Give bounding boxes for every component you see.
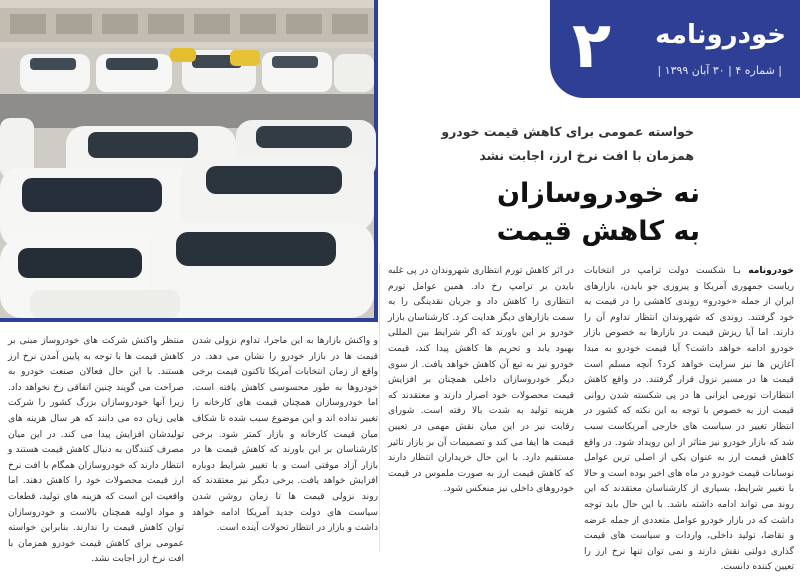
brand-title: خودرونامه bbox=[655, 20, 786, 50]
parked-cars-photo bbox=[0, 0, 378, 322]
headline-line-2: به کاهش قیمت bbox=[496, 216, 700, 247]
article-column-4: منتظر واکنش شرکت های خودروساز مبنی بر کاهش قیمت ها با توجه به پایین آمدن نرخ ارز هستند. با این حال فعالان صنعت خودرو به صراحت می گویند چنین اتفاقی رخ نخواهد داد. زیرا آنها خودروسازان بزرگ کشور را شرکت هایی زیان ده می دانند که هر سال هزینه های تولیدشان افزایش پیدا می کند. در این میان مصرف کنندگان به دنبال کاهش قیمت هستند و انتظار دارند که خودروسازان همگام با افت نرخ ارز قیمت محصولات خود را کاهش دهند. اما واقعیت این است که هزینه های تولید، قطعات و مواد اولیه همچنان بالاست و خودروسازان توان کاهش قیمت را ندارند. بنابراین خواسته عمومی برای کاهش قیمت خودرو همزمان با افت نرخ ارز اجابت نشد. bbox=[8, 336, 184, 565]
issue-info: | شماره ۴ | ۳۰ آبان ۱۳۹۹ | bbox=[657, 64, 782, 77]
issue-number: ۲ bbox=[572, 9, 612, 83]
article-column-2: در اثر کاهش تورم انتظاری شهروندان در پی غلبه بایدن بر ترامپ رخ داد. همین عوامل تورم انتظاری را کاهش داد و جریان نقدینگی را به سمت بازارهای دیگر هدایت کرد. کارشناسان بازار خودرو بر این باورند که اگر شرایط بین المللی بهبود یابد و تحریم ها کاهش پیدا کند، قیمت خودرو نیز به تبع آن کاهش خواهد یافت. از سوی دیگر خودروسازان داخلی همچنان بر افزایش قیمت محصولات خود اصرار دارند و معتقدند که هزینه تولید به شدت بالا رفته است. شورای رقابت نیز در این میان نقش مهمی در تعیین قیمت ها ایفا می کند و تصمیمات آن بر بازار تاثیر مستقیم دارد. با این حال خریداران انتظار دارند که کاهش قیمت ارز به صورت ملموس در قیمت خودروهای داخلی نیز منعکس شود. bbox=[388, 266, 574, 495]
article-column-1-text: بـا شکست دولت ترامپ در انتخابات ریاست جمهوری آمریکا و پیروزی جو بایدن، بازارهای ایران از جمله «خودرو» روندی کاهشی را در قیمت به خود گرفتند. روندی که شهروندان انتظار تداوم آن را دارند. اما آیا ریزش قیمت در بازارها به خصوص بازار خودرو ادامه خواهد داشت؟ آیا قیمت خودرو به مبدا آغازین ها نیز سرایت خواهد کرد؟ آنچه مسلم است قیمت ها در مسیر نزول قرار گرفتند. در واقع کاهش انتظارات تورمی ایرانی ها در پی شکسته شدن روانی قیمت ارز به خصوص با توجه به این نکته که کشور در انتظار تغییر در سیاست های خارجی آمریکاست سبب شد که بازار خودرو نیز متاثر از این رویداد شود. در واقع کاهش قیمت ارز به عنوان یکی از اصلی ترین عوامل نوسانات قیمت خودرو در ماه های اخیر بوده است و حالا با تغییر شرایط، بسیاری از کارشناسان معتقدند که این روند می تواند ادامه داشته باشد. با این حال باید توجه داشت که در بازار خودرو عوامل متعددی از جمله عرضه و تقاضا، تولید داخلی، واردات و سیاست های قیمت گذاری دولتی نقش دارند و نمی توان تنها نرخ ارز را تعیین کننده دانست. bbox=[584, 266, 794, 573]
page-divider bbox=[379, 263, 380, 552]
headline-line-1: نه خودروسازان bbox=[496, 178, 700, 209]
article-column-3: و واکنش بازارها به این ماجرا، تداوم نزولی شدن قیمت ها در بازار خودرو را نشان می دهد. در واقع از زمان انتخابات آمریکا تاکنون قیمت برخی خودروها به طور محسوسی کاهش یافته است. اما خودروسازان همچنان قیمت های کارخانه را تغییر نداده اند و این موضوع سبب شده تا شکاف میان قیمت کارخانه و بازار کمتر شود. برخی کارشناسان بر این باورند که کاهش قیمت ها در بازار آزاد موقتی است و با تغییر شرایط دوباره افزایش خواهد یافت. برخی دیگر نیز معتقدند که روند نزولی قیمت ها تا زمان روشن شدن سیاست های دولت جدید آمریکا ادامه خواهد داشت و بازار در انتظار تحولات آینده است. bbox=[192, 336, 378, 534]
article-column-1 bbox=[584, 264, 794, 573]
masthead bbox=[550, 0, 800, 98]
kicker-line-2: همزمان با افت نرخ ارز، اجابت نشد bbox=[479, 148, 694, 163]
kicker-line-1: خواسته عمومی برای کاهش قیمت خودرو bbox=[441, 124, 694, 139]
lead-word: خودرونامه bbox=[748, 266, 794, 276]
